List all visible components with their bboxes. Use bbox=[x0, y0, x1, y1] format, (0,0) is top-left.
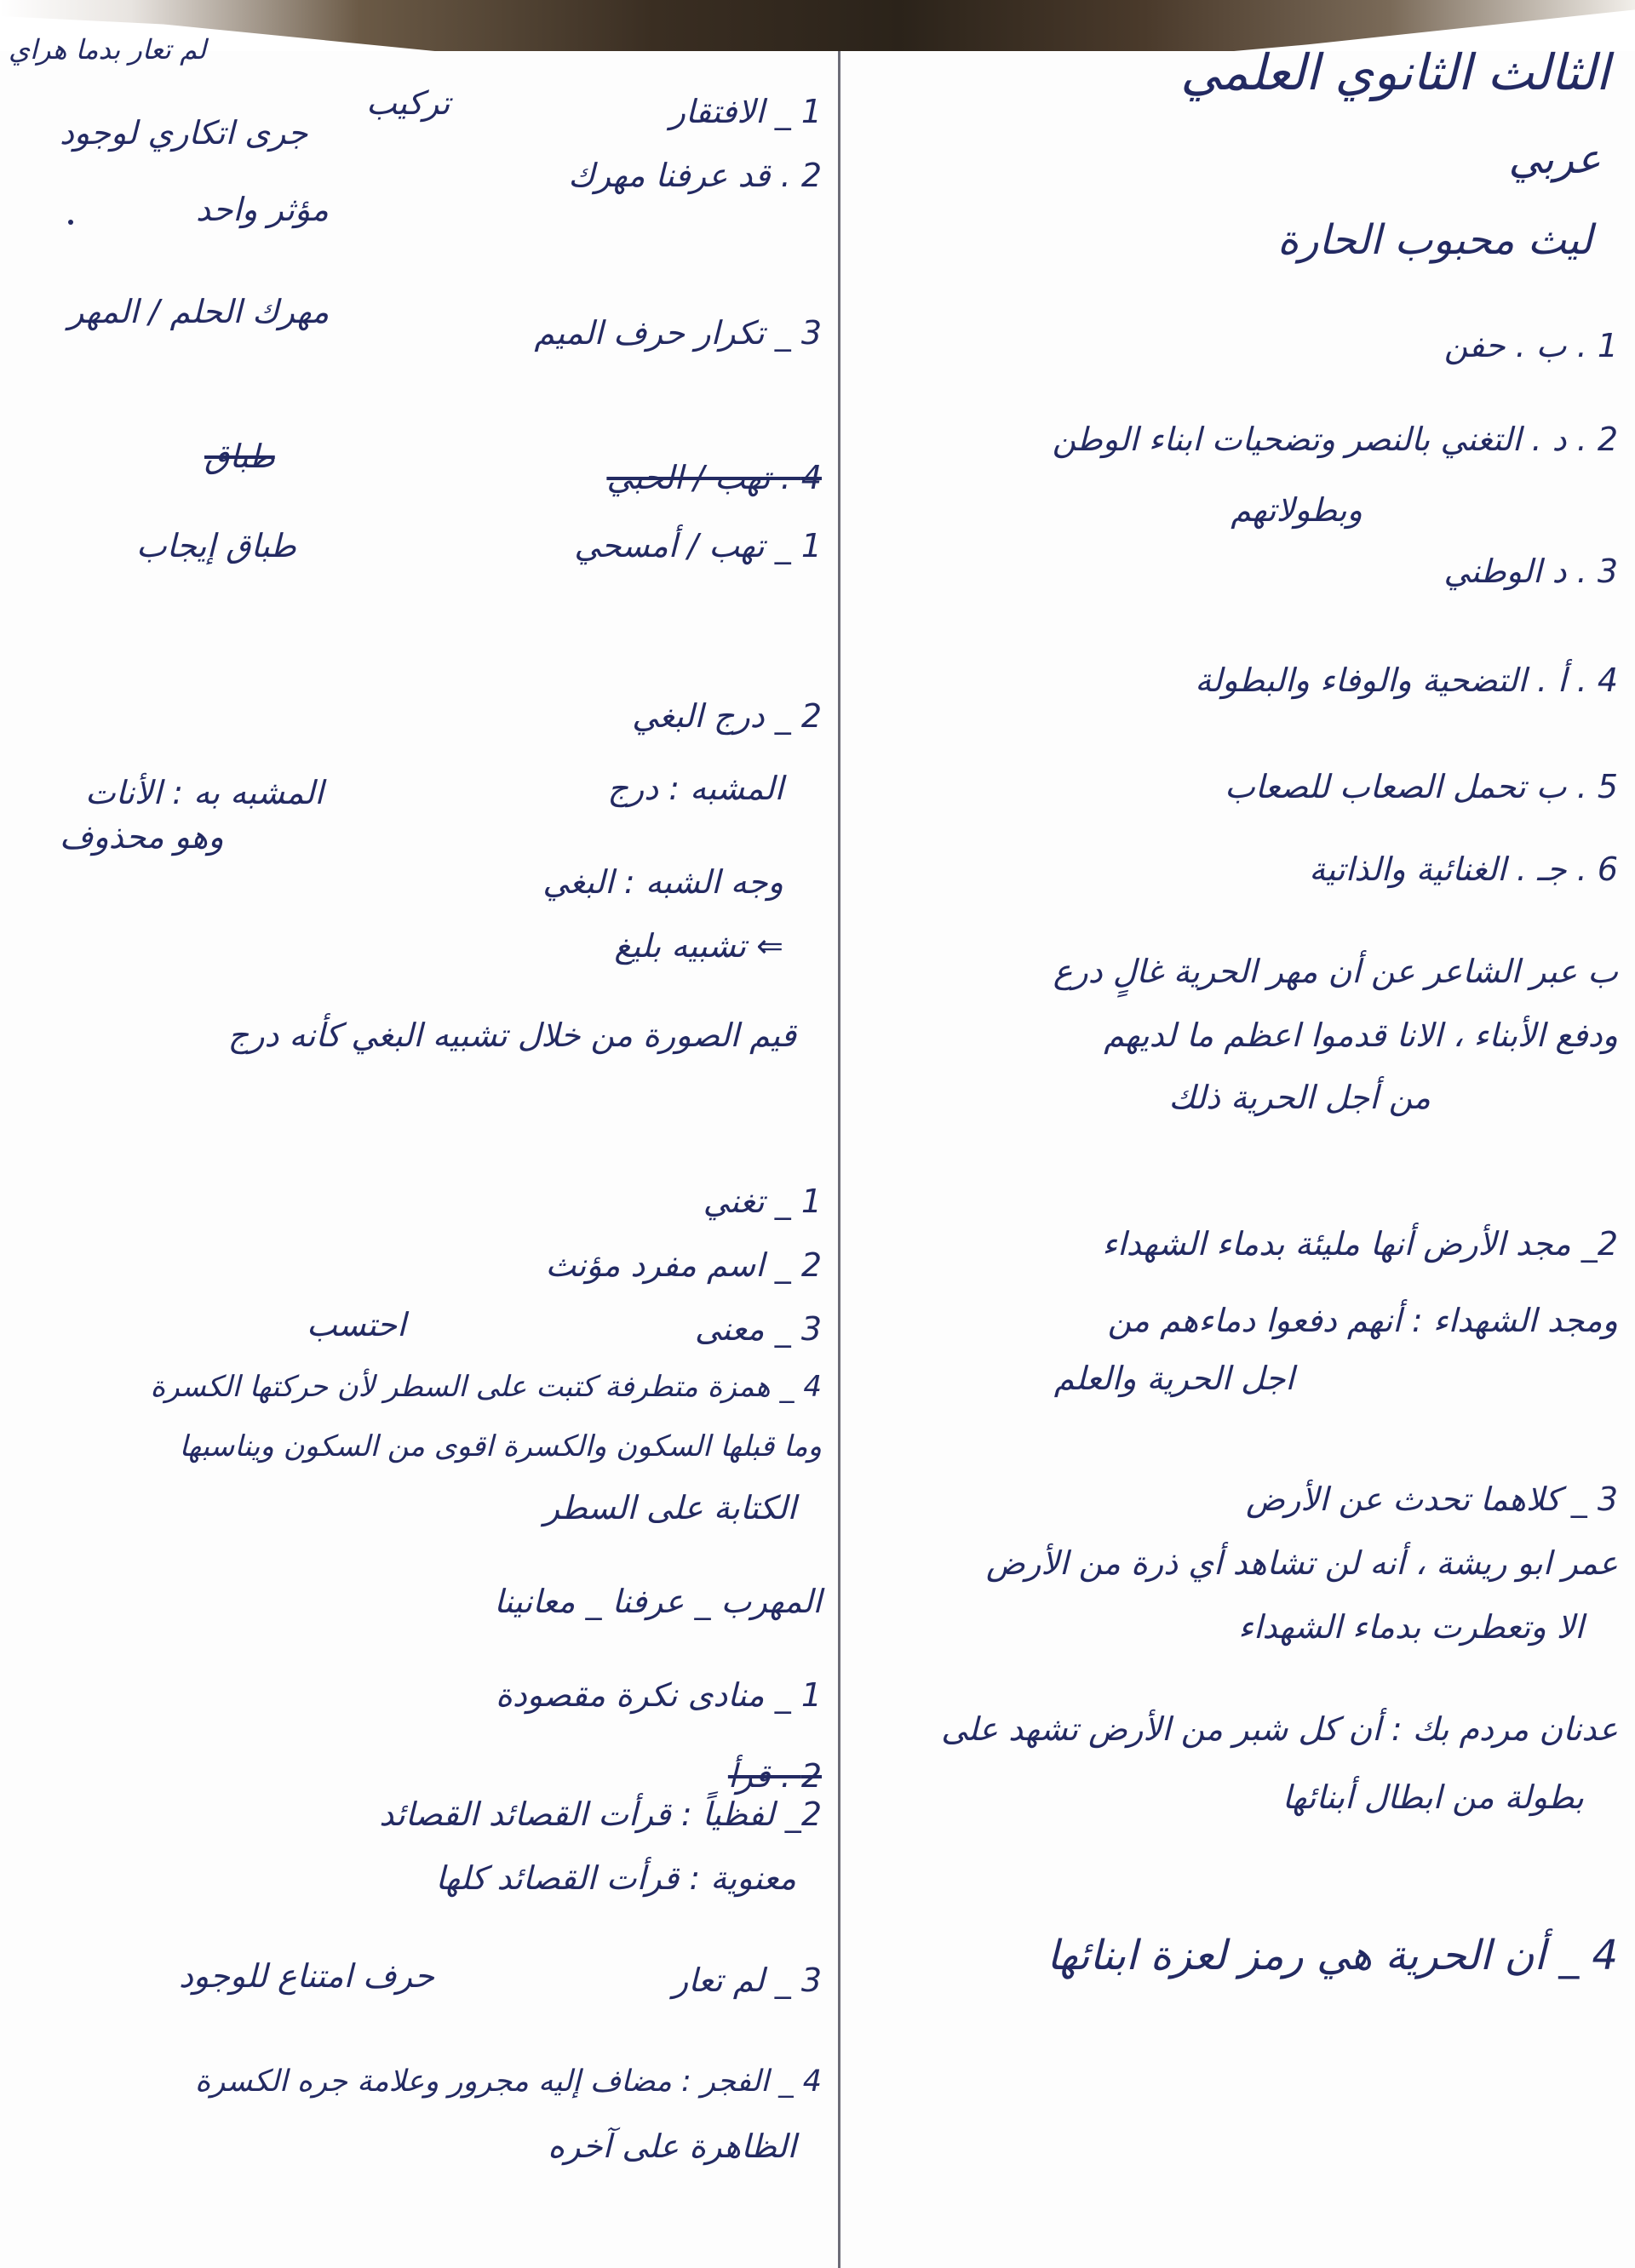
answer-line: تركيب bbox=[366, 84, 450, 122]
answer-line: 3 _ كلاهما تحدث عن الأرض bbox=[1246, 1480, 1618, 1518]
answer-line: من أجل الحرية ذلك bbox=[1168, 1079, 1431, 1116]
answer-line: 3 _ معنى bbox=[694, 1310, 822, 1348]
answer-line: 3 . د الوطني bbox=[1443, 553, 1618, 590]
answer-line: 2_ لفظياً : قرأت القصائد القصائد bbox=[379, 1796, 822, 1833]
answer-line: المهرب _ عرفنا _ معانينا bbox=[494, 1583, 822, 1620]
answer-line: اجل الحرية والعلم bbox=[1053, 1360, 1294, 1397]
answer-line: 2 _ اسم مفرد مؤنث bbox=[545, 1246, 822, 1284]
answer-line: 3 _ تكرار حرف الميم bbox=[534, 314, 822, 352]
answer-line: 5 . ب تحمل الصعاب للصعاب bbox=[1225, 768, 1618, 805]
answer-line: جرى اتكاري لوجود bbox=[60, 114, 308, 152]
page-title: الثالث الثانوي العلمي bbox=[1180, 43, 1609, 101]
answer-line: الا وتعطرت بدماء الشهداء bbox=[1238, 1608, 1584, 1646]
answer-line: وهو محذوف bbox=[60, 818, 224, 856]
answer-line: 2_ مجد الأرض أنها مليئة بدماء الشهداء bbox=[1102, 1225, 1618, 1263]
answer-line: عدنان مردم بك : أن كل شبر من الأرض تشهد على bbox=[941, 1710, 1618, 1748]
answer-line: ب عبر الشاعر عن أن مهر الحرية غالٍ درع bbox=[1053, 953, 1618, 990]
answer-line: حرف امتناع للوجود bbox=[179, 1957, 434, 1995]
answer-line: 1 _ الافتقار bbox=[669, 93, 822, 130]
answer-line: احتسب bbox=[307, 1306, 406, 1343]
answer-line: مهرك الحلم / المهر bbox=[68, 293, 330, 330]
answer-line: عمر ابو ريشة ، أنه لن تشاهد أي ذرة من الأرض bbox=[986, 1544, 1618, 1582]
answer-line: وجه الشبه : البغي bbox=[542, 863, 783, 901]
answer-line: معنوية : قرأت القصائد كلها bbox=[435, 1859, 796, 1897]
answer-line: 4 _ الفجر : مضاف إليه مجرور وعلامة جره الكسرة bbox=[195, 2065, 822, 2099]
answer-line: وبطولاتهم bbox=[1231, 491, 1362, 529]
answer-line: 1 _ تغني bbox=[703, 1183, 822, 1220]
ink-dot bbox=[68, 220, 73, 225]
struck-answer-line: طباق bbox=[204, 438, 275, 475]
answer-line: المشبه : درج bbox=[607, 770, 783, 807]
answer-line: ودفع الأبناء ، الانا قدموا اعظم ما لديهم bbox=[1104, 1017, 1618, 1054]
answer-line: ومجد الشهداء : أنهم دفعوا دماءهم من bbox=[1107, 1302, 1618, 1339]
answer-line: 4 . أ . التضحية والوفاء والبطولة bbox=[1195, 662, 1618, 699]
answer-line: 4 _ أن الحرية هي رمز لعزة ابنائها bbox=[1047, 1932, 1618, 1979]
answer-line: وما قبلها السكون والكسرة اقوى من السكون ويناسبها bbox=[179, 1429, 822, 1463]
struck-answer-line: 2 . قرأ bbox=[727, 1757, 822, 1795]
answer-line: 6 . جـ . الغنائية والذاتية bbox=[1309, 850, 1618, 888]
answer-line: 4 _ همزة متطرفة كتبت على السطر لأن حركتها الكسرة bbox=[150, 1370, 822, 1404]
answer-line: ⇐ تشبيه بليغ bbox=[614, 927, 783, 965]
answer-line: قيم الصورة من خلال تشبيه البغي كأنه درج bbox=[227, 1017, 796, 1054]
answer-line: الظاهرة على آخره bbox=[548, 2128, 796, 2165]
struck-answer-line: 4 . تهب / الحبي bbox=[606, 459, 822, 496]
answer-line: 2 . د . التغني بالنصر وتضحيات ابناء الوطن bbox=[1052, 421, 1618, 458]
answer-line: طباق إيجاب bbox=[136, 527, 296, 564]
answer-line: 2 . قد عرفنا مهرك bbox=[568, 157, 822, 194]
answer-line: 3 _ لم تعار bbox=[672, 1962, 822, 1999]
corner-note: لم تعار بدما هراي bbox=[9, 33, 207, 66]
column-divider bbox=[838, 51, 840, 2268]
subject-label: عربي bbox=[1508, 135, 1601, 183]
answer-line: 1 . ب . حفن bbox=[1443, 327, 1618, 364]
answer-line: 1 _ منادى نكرة مقصودة bbox=[496, 1676, 822, 1714]
answer-line: مؤثر واحد bbox=[196, 191, 329, 228]
answer-line: 2 _ درج البغي bbox=[632, 697, 822, 735]
answer-line: بطولة من ابطال أبنائها bbox=[1282, 1778, 1584, 1816]
student-name: ليث محبوب الحارة bbox=[1277, 216, 1592, 264]
answer-line: الكتابة على السطر bbox=[543, 1489, 796, 1526]
answer-line: 1 _ تهب / أمسحي bbox=[574, 527, 822, 564]
answer-line: المشبه به : الأنات bbox=[85, 774, 324, 811]
